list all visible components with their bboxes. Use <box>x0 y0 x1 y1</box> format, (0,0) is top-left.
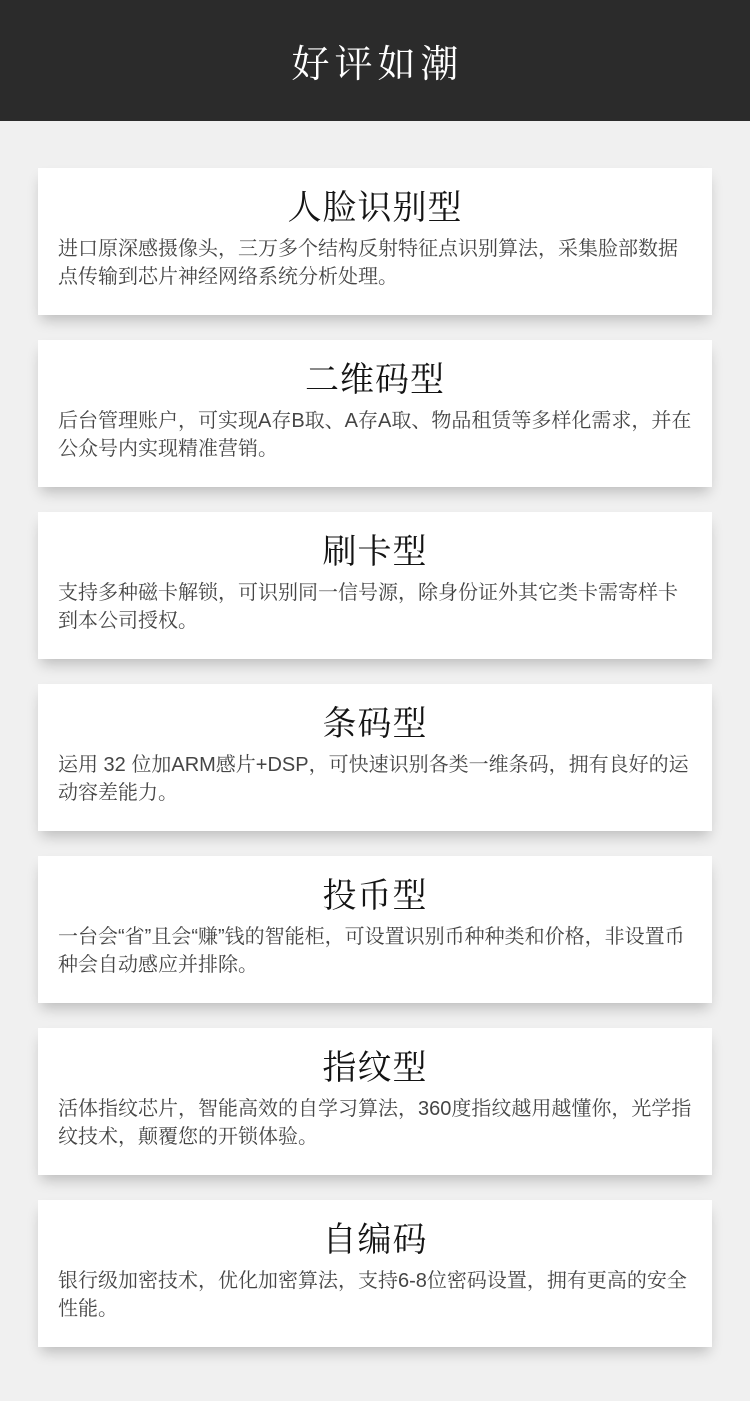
page-title: 好评如潮 <box>291 44 464 86</box>
card-title: 投币型 <box>322 878 428 915</box>
card-description: 进口原深感摄像头，三万多个结构反射特征点识别算法，采集脸部数据点传输到芯片神经网络系统分析处理。 <box>58 238 678 288</box>
card-description: 运用 32 位加ARM感片+DSP，可快速识别各类一维条码，拥有良好的运动容差能力。 <box>58 754 689 804</box>
card-description: 后台管理账户，可实现A存B取、A存A取、物品租赁等多样化需求，并在公众号内实现精准营销。 <box>58 410 692 460</box>
feature-card <box>38 684 712 831</box>
card-description: 银行级加密技术，优化加密算法，支持6-8位密码设置，拥有更高的安全性能。 <box>58 1270 687 1320</box>
feature-card <box>38 1028 712 1175</box>
feature-card <box>38 1200 712 1347</box>
card-title: 二维码型 <box>305 362 445 399</box>
card-title: 指纹型 <box>322 1050 428 1087</box>
feature-cards-list <box>0 121 750 1347</box>
card-title: 刷卡型 <box>322 534 428 571</box>
card-title: 人脸识别型 <box>287 190 463 227</box>
card-description: 一台会“省”且会“赚”钱的智能柜，可设置识别币种种类和价格，非设置币种会自动感应并排除。 <box>58 926 685 976</box>
feature-card <box>38 168 712 315</box>
card-title: 自编码 <box>322 1222 428 1259</box>
feature-card <box>38 856 712 1003</box>
card-description: 支持多种磁卡解锁，可识别同一信号源，除身份证外其它类卡需寄样卡到本公司授权。 <box>58 582 678 632</box>
card-title: 条码型 <box>322 706 428 743</box>
feature-card <box>38 340 712 487</box>
feature-card <box>38 512 712 659</box>
header-banner <box>0 0 750 121</box>
card-description: 活体指纹芯片，智能高效的自学习算法，360度指纹越用越懂你，光学指纹技术，颠覆您的开锁体验。 <box>58 1098 692 1148</box>
